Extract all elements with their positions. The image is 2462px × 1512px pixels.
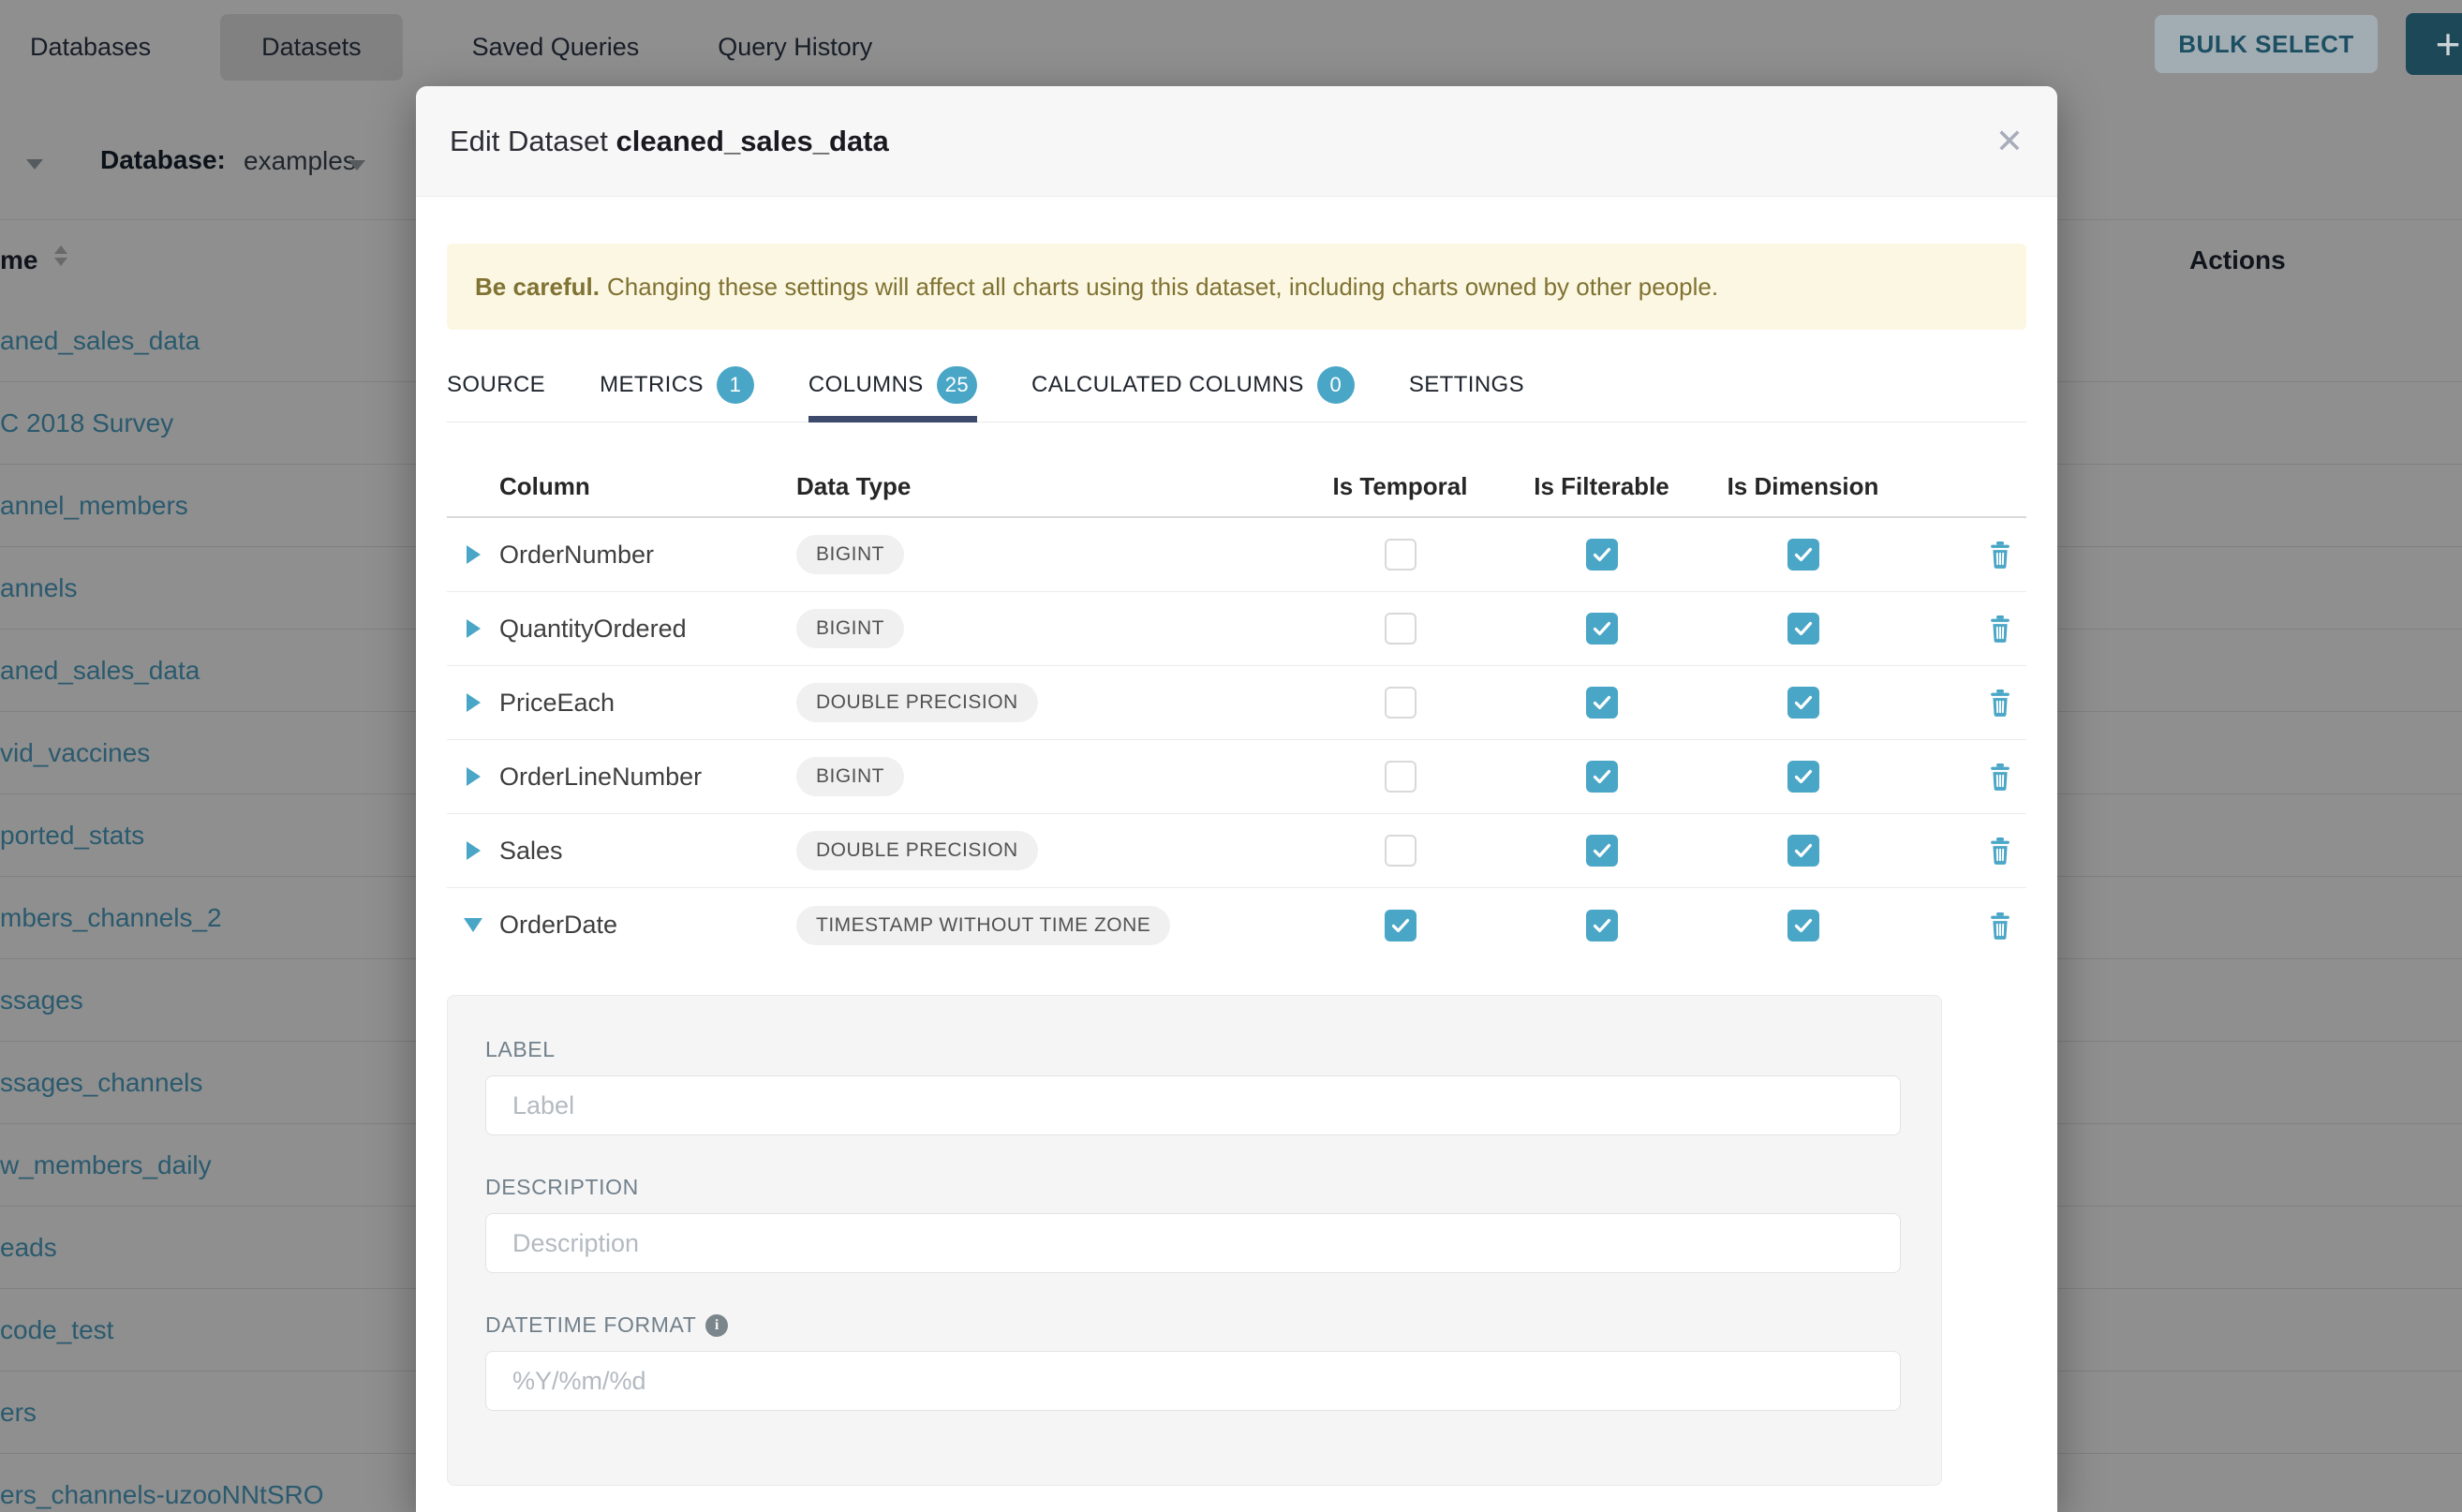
- label-field-label: LABEL: [485, 1037, 556, 1061]
- info-icon[interactable]: i: [705, 1314, 728, 1337]
- tab-label: METRICS: [600, 372, 704, 397]
- data-type-pill: DOUBLE PRECISION: [796, 683, 1038, 722]
- label-field-group: [485, 1037, 1904, 1135]
- modal-title-prefix: Edit Dataset: [450, 124, 608, 157]
- nav-item-datasets[interactable]: Datasets: [220, 14, 403, 81]
- column-row-quantityordered: [447, 592, 2026, 666]
- column-row-orderdate: [447, 888, 2026, 962]
- tab-label: COLUMNS: [808, 372, 924, 397]
- description-field-label: DESCRIPTION: [485, 1175, 639, 1199]
- is-temporal-checkbox[interactable]: [1385, 835, 1416, 867]
- tab-count-badge: 1: [717, 366, 754, 404]
- bulk-select-button[interactable]: BULK SELECT: [2155, 15, 2378, 73]
- column-row-orderlinenumber: [447, 740, 2026, 814]
- dataset-link[interactable]: code_test: [0, 1314, 114, 1344]
- dataset-link[interactable]: ers: [0, 1397, 37, 1427]
- data-type-header: Data Type: [796, 471, 912, 500]
- tab-metrics[interactable]: [600, 354, 754, 422]
- is-filterable-checkbox[interactable]: [1586, 687, 1618, 719]
- datetime-format-input[interactable]: [485, 1351, 1901, 1411]
- column-name: OrderLineNumber: [499, 762, 703, 791]
- modal-tabs: [447, 354, 2026, 422]
- dataset-link[interactable]: aned_sales_data: [0, 325, 200, 355]
- column-row-ordernumber: [447, 518, 2026, 592]
- tab-label: SETTINGS: [1408, 372, 1525, 397]
- is-filterable-checkbox[interactable]: [1586, 761, 1618, 793]
- column-name: OrderNumber: [499, 540, 655, 569]
- warning-banner: [447, 244, 2026, 330]
- actions-column-header: Actions: [2189, 245, 2286, 274]
- tab-settings[interactable]: [1409, 354, 1524, 422]
- data-type-pill: BIGINT: [796, 535, 904, 574]
- is-temporal-checkbox[interactable]: [1385, 613, 1416, 645]
- dataset-link[interactable]: eads: [0, 1232, 57, 1262]
- close-icon[interactable]: ✕: [1995, 121, 2024, 160]
- dataset-link[interactable]: mbers_channels_2: [0, 902, 222, 932]
- is-filterable-checkbox[interactable]: [1586, 539, 1618, 571]
- column-header: Column: [499, 471, 590, 500]
- is-dimension-checkbox[interactable]: [1787, 835, 1819, 867]
- tab-label: CALCULATED COLUMNS: [1031, 372, 1304, 397]
- tab-columns[interactable]: [808, 354, 977, 422]
- dataset-link[interactable]: C 2018 Survey: [0, 408, 174, 437]
- trash-icon[interactable]: [1986, 688, 2014, 718]
- column-name: Sales: [499, 836, 563, 865]
- is-temporal-header: Is Temporal: [1332, 471, 1468, 500]
- modal-dataset-name: cleaned_sales_data: [616, 124, 889, 157]
- trash-icon[interactable]: [1986, 540, 2014, 570]
- nav-item-saved-queries[interactable]: Saved Queries: [471, 32, 640, 61]
- column-name: QuantityOrdered: [499, 614, 687, 643]
- tab-count-badge: 0: [1317, 366, 1355, 404]
- label-input[interactable]: [485, 1075, 1901, 1135]
- column-detail-panel: [447, 995, 1942, 1486]
- tab-calculated-columns[interactable]: [1031, 354, 1355, 422]
- warning-text: Changing these settings will affect all charts using this dataset, including charts owned by other people.: [606, 272, 1719, 301]
- column-row-sales: [447, 814, 2026, 888]
- dataset-link[interactable]: ers_channels-uzooNNtSRO: [0, 1479, 324, 1509]
- dataset-link[interactable]: aned_sales_data: [0, 655, 200, 685]
- tab-label: SOURCE: [447, 372, 546, 397]
- nav-item-databases[interactable]: Databases: [30, 32, 152, 61]
- tab-count-badge: 25: [937, 366, 977, 404]
- description-field-group: [485, 1175, 1904, 1273]
- expand-caret-icon[interactable]: [467, 545, 481, 564]
- is-filterable-checkbox[interactable]: [1586, 613, 1618, 645]
- dataset-link[interactable]: ssages_channels: [0, 1067, 203, 1097]
- column-row-priceeach: [447, 666, 2026, 740]
- trash-icon[interactable]: [1986, 911, 2014, 941]
- is-temporal-checkbox[interactable]: [1385, 687, 1416, 719]
- is-dimension-header: Is Dimension: [1727, 471, 1879, 500]
- is-dimension-checkbox[interactable]: [1787, 613, 1819, 645]
- dataset-link[interactable]: ported_stats: [0, 820, 145, 850]
- name-column-header[interactable]: me: [0, 245, 38, 274]
- data-type-pill: DOUBLE PRECISION: [796, 831, 1038, 870]
- warning-bold-text: Be careful.: [475, 272, 600, 301]
- trash-icon[interactable]: [1986, 836, 2014, 866]
- modal-header: [416, 86, 2057, 197]
- dataset-link[interactable]: ssages: [0, 985, 83, 1015]
- data-type-pill: BIGINT: [796, 609, 904, 648]
- is-temporal-checkbox[interactable]: [1385, 910, 1416, 941]
- is-dimension-checkbox[interactable]: [1787, 687, 1819, 719]
- nav-item-query-history[interactable]: Query History: [718, 32, 873, 61]
- dataset-link[interactable]: annel_members: [0, 490, 188, 520]
- description-input[interactable]: [485, 1213, 1901, 1273]
- is-filterable-header: Is Filterable: [1534, 471, 1669, 500]
- is-filterable-checkbox[interactable]: [1586, 835, 1618, 867]
- expand-caret-icon[interactable]: [467, 693, 481, 712]
- expand-caret-icon[interactable]: [467, 767, 481, 786]
- dataset-link[interactable]: annels: [0, 572, 78, 602]
- datetime-format-field-group: [485, 1312, 1904, 1411]
- column-name: OrderDate: [499, 911, 618, 939]
- tab-source[interactable]: [447, 354, 545, 422]
- is-temporal-checkbox[interactable]: [1385, 539, 1416, 571]
- dataset-link[interactable]: w_members_daily: [0, 1149, 212, 1179]
- columns-table-body: [447, 518, 2026, 962]
- data-type-pill: BIGINT: [796, 757, 904, 796]
- modal-title: [450, 125, 889, 158]
- is-temporal-checkbox[interactable]: [1385, 761, 1416, 793]
- is-filterable-checkbox[interactable]: [1586, 910, 1618, 941]
- dataset-link[interactable]: vid_vaccines: [0, 737, 151, 767]
- is-dimension-checkbox[interactable]: [1787, 761, 1819, 793]
- database-filter-value[interactable]: examples: [244, 146, 356, 175]
- database-filter-label: Database:: [100, 145, 226, 174]
- trash-icon[interactable]: [1986, 762, 2014, 792]
- is-dimension-checkbox[interactable]: [1787, 539, 1819, 571]
- columns-table-header: [447, 456, 2026, 518]
- column-name: PriceEach: [499, 688, 616, 717]
- data-type-pill: TIMESTAMP WITHOUT TIME ZONE: [796, 906, 1170, 945]
- edit-dataset-modal: [416, 86, 2057, 1512]
- expand-caret-icon[interactable]: [467, 619, 481, 638]
- is-dimension-checkbox[interactable]: [1787, 910, 1819, 941]
- expand-caret-icon[interactable]: [467, 841, 481, 860]
- trash-icon[interactable]: [1986, 614, 2014, 644]
- collapse-caret-icon[interactable]: [464, 918, 482, 932]
- add-dataset-button[interactable]: +: [2406, 13, 2462, 75]
- datetime-format-label: DATETIME FORMAT: [485, 1312, 697, 1337]
